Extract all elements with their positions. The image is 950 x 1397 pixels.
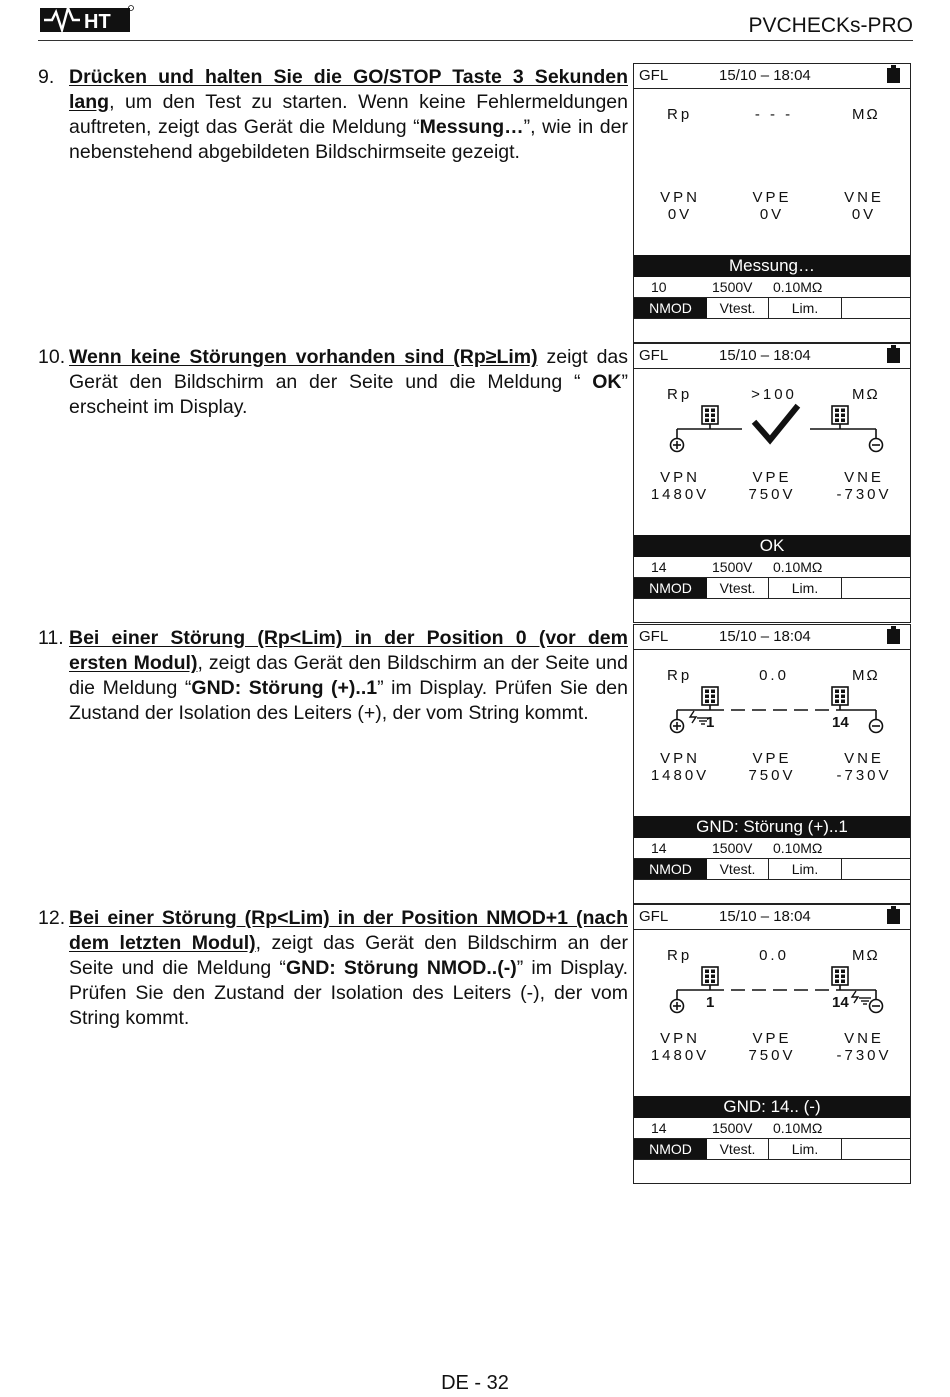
vpe-value: 750V: [748, 1047, 796, 1064]
lim-value: 0.10MΩ: [773, 840, 823, 856]
step-12: [38, 906, 628, 1031]
nmod-key: NMOD: [634, 578, 707, 598]
parameter-labels: [634, 1139, 910, 1160]
string-diagram: [634, 675, 909, 745]
rp-label: Rp: [667, 106, 693, 123]
battery-icon: [887, 909, 900, 924]
battery-icon: [887, 68, 900, 83]
lim-value: 0.10MΩ: [773, 559, 823, 575]
date-time: 15/10 – 18:04: [719, 67, 811, 84]
status-message: OK: [634, 535, 910, 557]
date-time: 15/10 – 18:04: [719, 628, 811, 645]
module-number-first: 1: [706, 714, 715, 731]
step-number: 10.: [38, 346, 66, 368]
instrument-screen-2: [633, 343, 911, 623]
step-text: Wenn keine Störungen vorhanden sind (Rp≥Lim) zeigt das Gerät den Bildschirm an der Seite und die Meldung “ OK” erscheint im Display.: [69, 346, 629, 418]
pv-module-icon: [702, 406, 718, 429]
lim-value: 0.10MΩ: [773, 1120, 823, 1136]
vpe-label: VPE: [752, 469, 792, 486]
parameter-values: [634, 557, 910, 578]
lim-value: 0.10MΩ: [773, 279, 823, 295]
vne-value: -730V: [836, 767, 892, 784]
battery-icon: [887, 348, 900, 363]
lim-key: Lim.: [769, 578, 842, 598]
ground-fault-icon: [852, 991, 871, 1004]
nmod-value: 14: [651, 1120, 667, 1136]
string-diagram: [634, 394, 909, 464]
nmod-key: NMOD: [634, 859, 707, 879]
pv-module-icon: [702, 967, 718, 990]
instrument-screen-3: [633, 624, 911, 904]
pv-module-icon: [702, 687, 718, 710]
vtest-key: Vtest.: [707, 1139, 769, 1159]
mode-label: GFL: [639, 67, 669, 84]
nmod-key: NMOD: [634, 298, 707, 318]
vpe-label: VPE: [752, 189, 792, 206]
logo-text: HT: [84, 11, 111, 33]
vpn-label: VPN: [660, 189, 700, 206]
parameter-labels: [634, 298, 910, 319]
screen-status-bar: [634, 625, 910, 650]
vpn-value: 1480V: [650, 486, 710, 503]
rp-value: 0.0: [759, 947, 789, 964]
vpn-label: VPN: [660, 750, 700, 767]
parameter-labels: [634, 578, 910, 599]
rp-unit: MΩ: [852, 667, 880, 684]
string-diagram: [634, 955, 909, 1025]
screen-status-bar: [634, 905, 910, 930]
nmod-value: 14: [651, 840, 667, 856]
vtest-value: 1500V: [712, 840, 753, 856]
step-9: [38, 65, 628, 165]
vne-value: -730V: [836, 1047, 892, 1064]
rp-value: 0.0: [759, 667, 789, 684]
battery-icon: [887, 629, 900, 644]
vpe-label: VPE: [752, 750, 792, 767]
vpe-value: 750V: [748, 486, 796, 503]
status-message: Messung…: [634, 255, 910, 277]
lim-key: Lim.: [769, 298, 842, 318]
vpn-label: VPN: [660, 469, 700, 486]
vtest-value: 1500V: [712, 559, 753, 575]
checkmark-icon: [756, 408, 796, 440]
vpn-value: 1480V: [650, 767, 710, 784]
page-number: DE - 32: [441, 1372, 509, 1394]
string-diagram: [634, 114, 909, 184]
parameter-labels: [634, 859, 910, 880]
nmod-value: 10: [651, 279, 667, 295]
vne-label: VNE: [844, 469, 884, 486]
module-number-last: 14: [832, 994, 849, 1011]
vtest-value: 1500V: [712, 279, 753, 295]
status-message: GND: Störung (+)..1: [634, 816, 910, 838]
parameter-values: [634, 1118, 910, 1139]
vpn-label: VPN: [660, 1030, 700, 1047]
rp-unit: MΩ: [852, 386, 880, 403]
vne-label: VNE: [844, 750, 884, 767]
rp-label: Rp: [667, 947, 693, 964]
instrument-screen-4: [633, 904, 911, 1184]
vpe-label: VPE: [752, 1030, 792, 1047]
minus-terminal-icon: [870, 1000, 883, 1013]
module-number-first: 1: [706, 994, 715, 1011]
step-text: Drücken und halten Sie die GO/STOP Taste 3 Sekunden lang, um den Test zu starten. Wenn keine Fehlermeldungen auftreten, zeigt das Gerät die Meldung “Messung…”, wie in der nebenstehend abgebildeten Bildschirmseite gezeigt.: [69, 66, 628, 163]
rp-value: - - -: [754, 106, 794, 123]
mode-label: GFL: [639, 908, 669, 925]
minus-terminal-icon: [870, 439, 883, 452]
rp-unit: MΩ: [852, 947, 880, 964]
vtest-key: Vtest.: [707, 298, 769, 318]
plus-terminal-icon: [671, 1000, 684, 1013]
date-time: 15/10 – 18:04: [719, 347, 811, 364]
nmod-value: 14: [651, 559, 667, 575]
vpe-value: 750V: [748, 767, 796, 784]
vne-value: 0V: [851, 206, 877, 223]
pv-module-icon: [832, 967, 848, 990]
step-10: [38, 345, 628, 420]
page-header: [38, 0, 913, 42]
rp-value: >100: [751, 386, 797, 403]
step-number: 9.: [38, 66, 55, 88]
step-11: [38, 626, 628, 726]
rp-unit: MΩ: [852, 106, 880, 123]
step-number: 12.: [38, 907, 66, 929]
rp-label: Rp: [667, 386, 693, 403]
screen-status-bar: [634, 344, 910, 369]
nmod-key: NMOD: [634, 1139, 707, 1159]
vtest-key: Vtest.: [707, 859, 769, 879]
ht-logo: [40, 4, 135, 34]
rp-label: Rp: [667, 667, 693, 684]
vpn-value: 0V: [667, 206, 693, 223]
step-number: 11.: [38, 627, 64, 649]
parameter-values: [634, 838, 910, 859]
lim-key: Lim.: [769, 859, 842, 879]
vtest-value: 1500V: [712, 1120, 753, 1136]
vpe-value: 0V: [759, 206, 785, 223]
vtest-key: Vtest.: [707, 578, 769, 598]
parameter-values: [634, 277, 910, 298]
lim-key: Lim.: [769, 1139, 842, 1159]
step-text: Bei einer Störung (Rp<Lim) in der Position 0 (vor dem ersten Modul), zeigt das Gerät den Bildschirm an der Seite und die Meldung “GND: Störung (+)..1” im Display. Prüfen Sie den Zustand der Isolation des Leiters (+), der vom String kommt.: [69, 627, 628, 724]
vpn-value: 1480V: [650, 1047, 710, 1064]
mode-label: GFL: [639, 347, 669, 364]
screen-status-bar: [634, 64, 910, 89]
plus-terminal-icon: [671, 720, 684, 733]
header-divider: [38, 40, 913, 41]
date-time: 15/10 – 18:04: [719, 908, 811, 925]
module-number-last: 14: [832, 714, 849, 731]
step-text: Bei einer Störung (Rp<Lim) in der Position NMOD+1 (nach dem letzten Modul), zeigt das Gerät den Bildschirm an der Seite und die Meldung “GND: Störung NMOD..(-)” im Display. Prüfen Sie den Zustand der Isolation des Leiters (-), der vom String kommt.: [69, 907, 629, 1029]
mode-label: GFL: [639, 628, 669, 645]
plus-terminal-icon: [671, 439, 684, 452]
minus-terminal-icon: [870, 720, 883, 733]
status-message: GND: 14.. (-): [634, 1096, 910, 1118]
pv-module-icon: [832, 687, 848, 710]
instrument-screen-1: [633, 63, 911, 343]
pv-module-icon: [832, 406, 848, 429]
vne-value: -730V: [836, 486, 892, 503]
vne-label: VNE: [844, 1030, 884, 1047]
header-title: PVCHECKs-PRO: [748, 14, 913, 37]
vne-label: VNE: [844, 189, 884, 206]
